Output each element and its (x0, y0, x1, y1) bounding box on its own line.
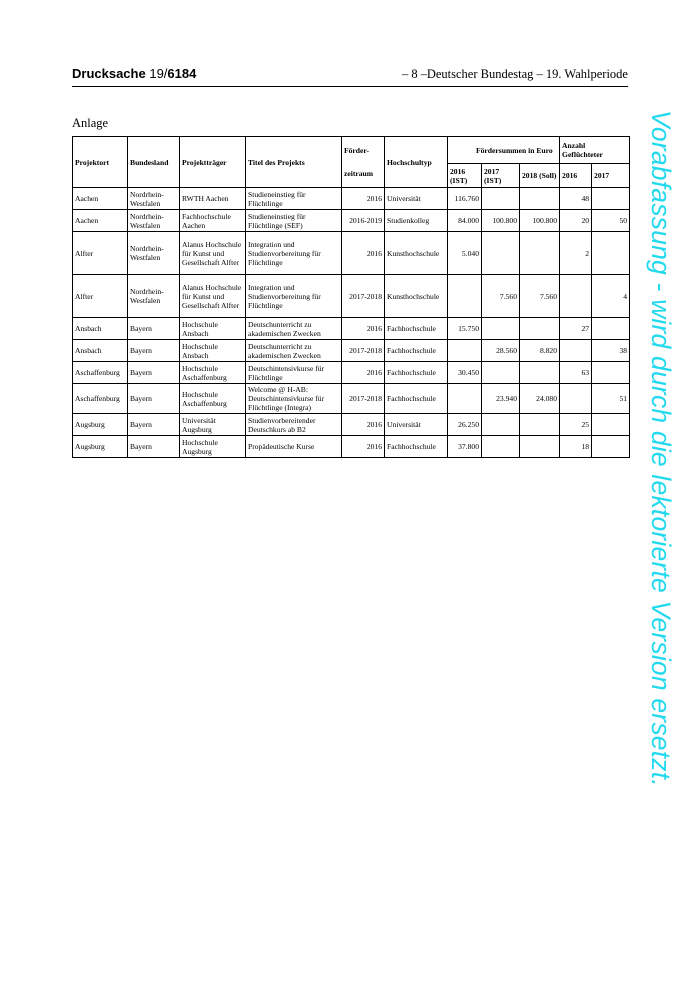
col-header-foerdersummen: Fördersummen in Euro (448, 137, 560, 164)
page-number: – 8 – (402, 67, 427, 81)
cell-summe-2016: 116.760 (448, 188, 482, 210)
table-row (73, 275, 630, 318)
cell-summe-2017 (482, 232, 520, 275)
cell-hochschultyp: Fachhochschule (385, 436, 448, 458)
cell-summe-2017: 23.940 (482, 384, 520, 414)
cell-anzahl-2017: 4 (592, 275, 630, 318)
cell-hochschultyp: Kunsthochschule (385, 232, 448, 275)
cell-zeitraum: 2016 (342, 188, 385, 210)
cell-projektort: Aachen (73, 188, 128, 210)
cell-bundesland: Bayern (128, 384, 180, 414)
cell-summe-2018: 24.080 (520, 384, 560, 414)
draft-watermark (642, 110, 682, 900)
col-header-projektort: Projektort (73, 137, 128, 188)
col-header-anzahl-2016: 2016 (560, 164, 592, 188)
cell-summe-2017: 7.560 (482, 275, 520, 318)
cell-summe-2017 (482, 362, 520, 384)
page-header (72, 66, 628, 84)
cell-summe-2018 (520, 232, 560, 275)
cell-traeger: Alanus Hochschule für Kunst und Gesellschaft Alfter (180, 232, 246, 275)
cell-traeger: RWTH Aachen (180, 188, 246, 210)
cell-traeger: Fachhochschule Aachen (180, 210, 246, 232)
cell-bundesland: Nordrhein-Westfalen (128, 188, 180, 210)
cell-zeitraum: 2017-2018 (342, 384, 385, 414)
cell-titel: Integration und Studienvorbereitung für Flüchtlinge (246, 232, 342, 275)
drucksache-label: Drucksache 19/6184 (72, 66, 197, 81)
cell-summe-2016: 84.000 (448, 210, 482, 232)
cell-projektort: Aschaffenburg (73, 384, 128, 414)
cell-traeger: Hochschule Ansbach (180, 318, 246, 340)
cell-anzahl-2017: 50 (592, 210, 630, 232)
cell-titel: Deutschintensivkurse für Flüchtlinge (246, 362, 342, 384)
cell-titel: Welcome @ H-AB: Deutschintensivkurse für Flüchtlinge (Integra) (246, 384, 342, 414)
cell-anzahl-2017 (592, 436, 630, 458)
cell-summe-2016 (448, 340, 482, 362)
cell-zeitraum: 2016 (342, 436, 385, 458)
cell-summe-2017: 100.800 (482, 210, 520, 232)
table-row (73, 340, 630, 362)
cell-summe-2018 (520, 436, 560, 458)
table-row (73, 362, 630, 384)
table-row (73, 436, 630, 458)
cell-bundesland: Bayern (128, 340, 180, 362)
table-row (73, 210, 630, 232)
cell-hochschultyp: Fachhochschule (385, 384, 448, 414)
cell-anzahl-2016: 25 (560, 414, 592, 436)
cell-summe-2016: 37.800 (448, 436, 482, 458)
cell-projektort: Aachen (73, 210, 128, 232)
cell-hochschultyp: Fachhochschule (385, 362, 448, 384)
watermark-text: Vorabfassung - wird durch die lektorierte Version ersetzt. (646, 110, 676, 787)
cell-hochschultyp: Universität (385, 414, 448, 436)
cell-bundesland: Nordrhein-Westfalen (128, 275, 180, 318)
section-title: Anlage (72, 116, 109, 130)
cell-anzahl-2016: 18 (560, 436, 592, 458)
cell-anzahl-2017 (592, 232, 630, 275)
cell-anzahl-2017 (592, 362, 630, 384)
cell-zeitraum: 2017-2018 (342, 275, 385, 318)
cell-hochschultyp: Studienkolleg (385, 210, 448, 232)
cell-hochschultyp: Kunsthochschule (385, 275, 448, 318)
cell-projektort: Augsburg (73, 436, 128, 458)
cell-hochschultyp: Universität (385, 188, 448, 210)
cell-summe-2016 (448, 275, 482, 318)
cell-summe-2018 (520, 318, 560, 340)
cell-summe-2018 (520, 188, 560, 210)
col-header-bundesland: Bundesland (128, 137, 180, 188)
cell-summe-2017 (482, 414, 520, 436)
cell-bundesland: Nordrhein-Westfalen (128, 210, 180, 232)
cell-bundesland: Bayern (128, 318, 180, 340)
cell-bundesland: Bayern (128, 414, 180, 436)
cell-zeitraum: 2016 (342, 362, 385, 384)
cell-anzahl-2016: 48 (560, 188, 592, 210)
cell-summe-2018: 100.800 (520, 210, 560, 232)
col-header-2016-ist: 2016 (IST) (448, 164, 482, 188)
col-header-2017-ist: 2017 (IST) (482, 164, 520, 188)
header-rule (72, 86, 628, 87)
institution-label: Deutscher Bundestag – 19. Wahlperiode (426, 67, 628, 81)
cell-anzahl-2016: 27 (560, 318, 592, 340)
col-header-titel: Titel des Projekts (246, 137, 342, 188)
cell-projektort: Augsburg (73, 414, 128, 436)
table-row (73, 384, 630, 414)
table-row (73, 232, 630, 275)
cell-titel: Integration und Studienvorbereitung für Flüchtlinge (246, 275, 342, 318)
cell-traeger: Hochschule Ansbach (180, 340, 246, 362)
cell-anzahl-2017 (592, 318, 630, 340)
col-header-foerderzeitraum: Förder- zeitraum (342, 137, 385, 188)
cell-projektort: Ansbach (73, 340, 128, 362)
cell-traeger: Hochschule Augsburg (180, 436, 246, 458)
cell-summe-2016 (448, 384, 482, 414)
cell-titel: Deutschunterricht zu akademischen Zwecken (246, 340, 342, 362)
cell-summe-2018: 8.820 (520, 340, 560, 362)
cell-anzahl-2016: 2 (560, 232, 592, 275)
cell-traeger: Hochschule Aschaffenburg (180, 384, 246, 414)
table-row (73, 188, 630, 210)
cell-titel: Studieneinstieg für Flüchtlinge (246, 188, 342, 210)
cell-traeger: Alanus Hochschule für Kunst und Gesellschaft Alfter (180, 275, 246, 318)
cell-anzahl-2016: 63 (560, 362, 592, 384)
cell-zeitraum: 2016-2019 (342, 210, 385, 232)
cell-projektort: Alfter (73, 275, 128, 318)
table-row (73, 318, 630, 340)
cell-projektort: Ansbach (73, 318, 128, 340)
cell-bundesland: Bayern (128, 362, 180, 384)
cell-summe-2016: 15.750 (448, 318, 482, 340)
cell-summe-2016: 26.250 (448, 414, 482, 436)
cell-zeitraum: 2016 (342, 414, 385, 436)
cell-projektort: Aschaffenburg (73, 362, 128, 384)
cell-traeger: Hochschule Aschaffenburg (180, 362, 246, 384)
cell-hochschultyp: Fachhochschule (385, 340, 448, 362)
cell-titel: Deutschunterricht zu akademischen Zwecken (246, 318, 342, 340)
cell-titel: Propädeutische Kurse (246, 436, 342, 458)
cell-summe-2017 (482, 318, 520, 340)
table-row (73, 414, 630, 436)
cell-anzahl-2016 (560, 275, 592, 318)
col-header-traeger: Projektträger (180, 137, 246, 188)
cell-summe-2016: 30.450 (448, 362, 482, 384)
cell-zeitraum: 2016 (342, 232, 385, 275)
cell-anzahl-2017: 51 (592, 384, 630, 414)
cell-bundesland: Nordrhein-Westfalen (128, 232, 180, 275)
funding-table (72, 136, 630, 458)
cell-hochschultyp: Fachhochschule (385, 318, 448, 340)
cell-summe-2017 (482, 436, 520, 458)
col-header-hochschultyp: Hochschultyp (385, 137, 448, 188)
cell-projektort: Alfter (73, 232, 128, 275)
cell-summe-2018 (520, 362, 560, 384)
cell-anzahl-2017: 38 (592, 340, 630, 362)
cell-zeitraum: 2017-2018 (342, 340, 385, 362)
cell-summe-2018: 7.560 (520, 275, 560, 318)
col-header-2018-soll: 2018 (Soll) (520, 164, 560, 188)
cell-bundesland: Bayern (128, 436, 180, 458)
cell-anzahl-2016 (560, 384, 592, 414)
cell-summe-2017 (482, 188, 520, 210)
col-header-anzahl-2017: 2017 (592, 164, 630, 188)
cell-summe-2017: 28.560 (482, 340, 520, 362)
cell-titel: Studienvorbereitender Deutschkurs ab B2 (246, 414, 342, 436)
cell-traeger: Universität Augsburg (180, 414, 246, 436)
cell-anzahl-2017 (592, 414, 630, 436)
cell-anzahl-2016: 20 (560, 210, 592, 232)
cell-anzahl-2016 (560, 340, 592, 362)
cell-titel: Studieneinstieg für Flüchtlinge (SEF) (246, 210, 342, 232)
col-header-anzahl: Anzahl Geflüchteter (560, 137, 630, 164)
cell-anzahl-2017 (592, 188, 630, 210)
cell-summe-2018 (520, 414, 560, 436)
cell-zeitraum: 2016 (342, 318, 385, 340)
cell-summe-2016: 5.040 (448, 232, 482, 275)
